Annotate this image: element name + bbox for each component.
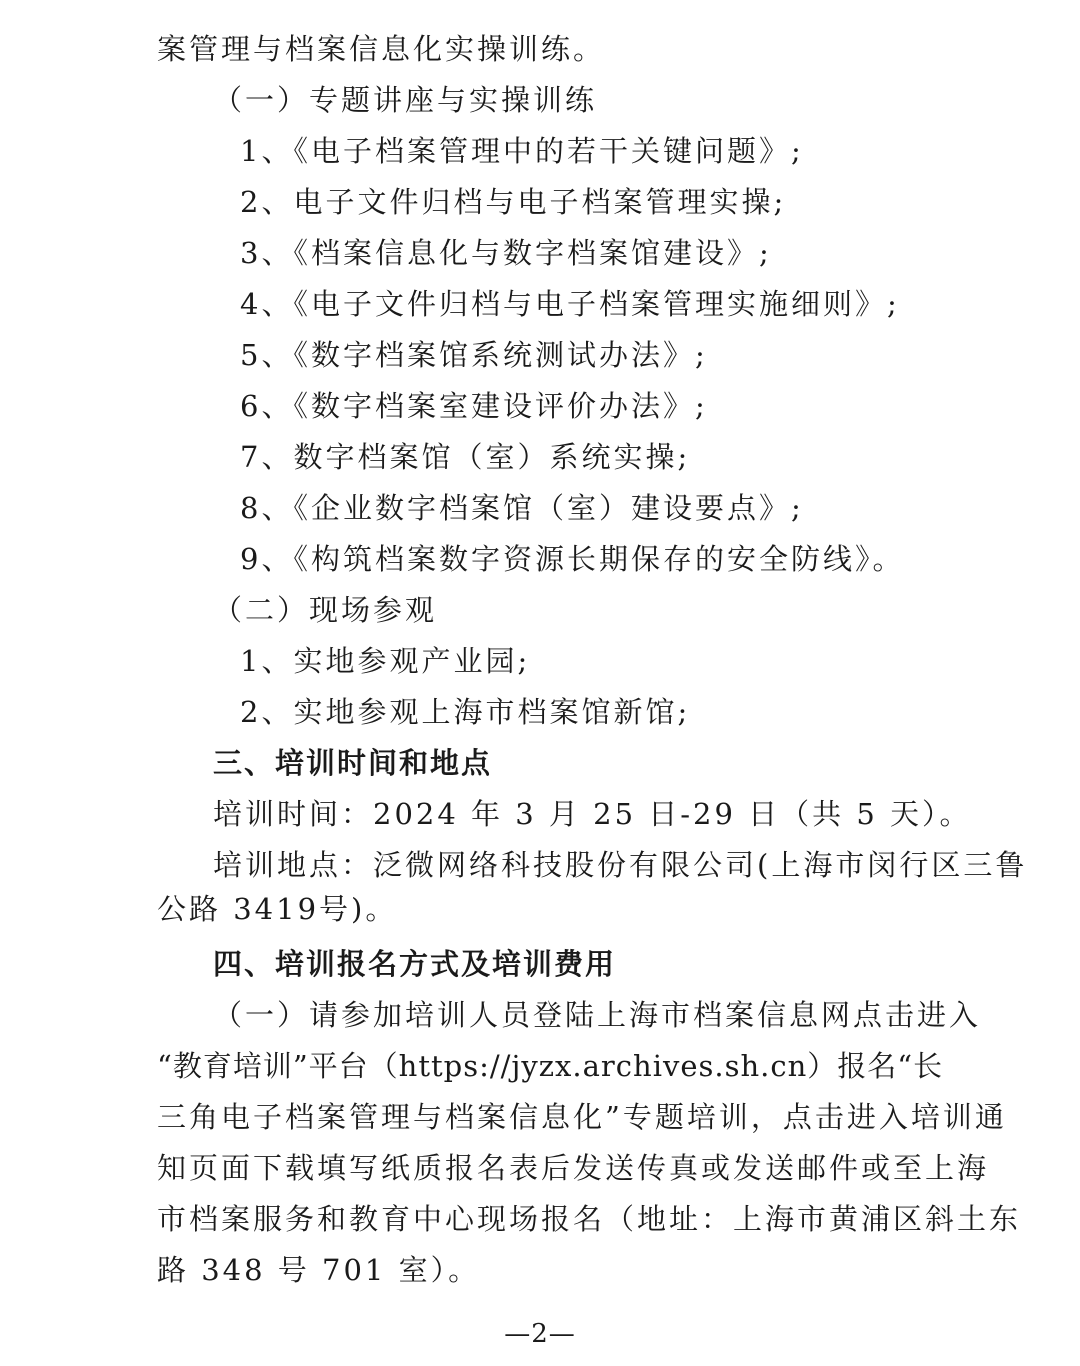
lecture-item: 3、《档案信息化与数字档案馆建设》; [240,236,772,270]
lecture-item: 5、《数字档案馆系统测试办法》; [240,338,708,372]
lecture-item: 6、《数字档案室建设评价办法》; [240,389,708,423]
registration-line: （一）请参加培训人员登陆上海市档案信息网点击进入 [213,998,982,1032]
registration-line: 三角电子档案管理与档案信息化”专题培训，点击进入培训通 [157,1100,1007,1134]
training-place-line2: 公路 3419号)。 [157,892,398,926]
page-number: —2— [504,1319,576,1349]
registration-line: “教育培训”平台（https://jyzx.archives.sh.cn）报名“长 [157,1049,944,1083]
intro-continuation: 案管理与档案信息化实操训练。 [157,32,606,66]
visit-item: 2、实地参观上海市档案馆新馆; [240,695,691,729]
visit-item: 1、实地参观产业园; [240,644,531,678]
registration-line: 路 348 号 701 室）。 [157,1253,481,1287]
lecture-item: 1、《电子档案管理中的若干关键问题》; [240,134,804,168]
training-time: 培训时间：2024 年 3 月 25 日-29 日（共 5 天）。 [213,797,972,831]
lecture-item: 7、数字档案馆（室）系统实操; [240,440,691,474]
registration-line: 市档案服务和教育中心现场报名（地址：上海市黄浦区斜土东 [157,1202,1022,1236]
training-place-line1: 培训地点：泛微网络科技股份有限公司(上海市闵行区三鲁 [213,848,1028,882]
visits-heading: （二）现场参观 [213,593,438,627]
lectures-heading: （一）专题讲座与实操训练 [213,83,598,117]
lecture-item: 4、《电子文件归档与电子档案管理实施细则》; [240,287,900,321]
lecture-item: 8、《企业数字档案馆（室）建设要点》; [240,491,804,525]
registration-line: 知页面下载填写纸质报名表后发送传真或发送邮件或至上海 [157,1151,990,1185]
time-place-heading: 三、培训时间和地点 [213,746,493,780]
lecture-item: 2、电子文件归档与电子档案管理实操; [240,185,787,219]
registration-heading: 四、培训报名方式及培训费用 [213,947,617,981]
lecture-item: 9、《构筑档案数字资源长期保存的安全防线》。 [240,542,905,576]
